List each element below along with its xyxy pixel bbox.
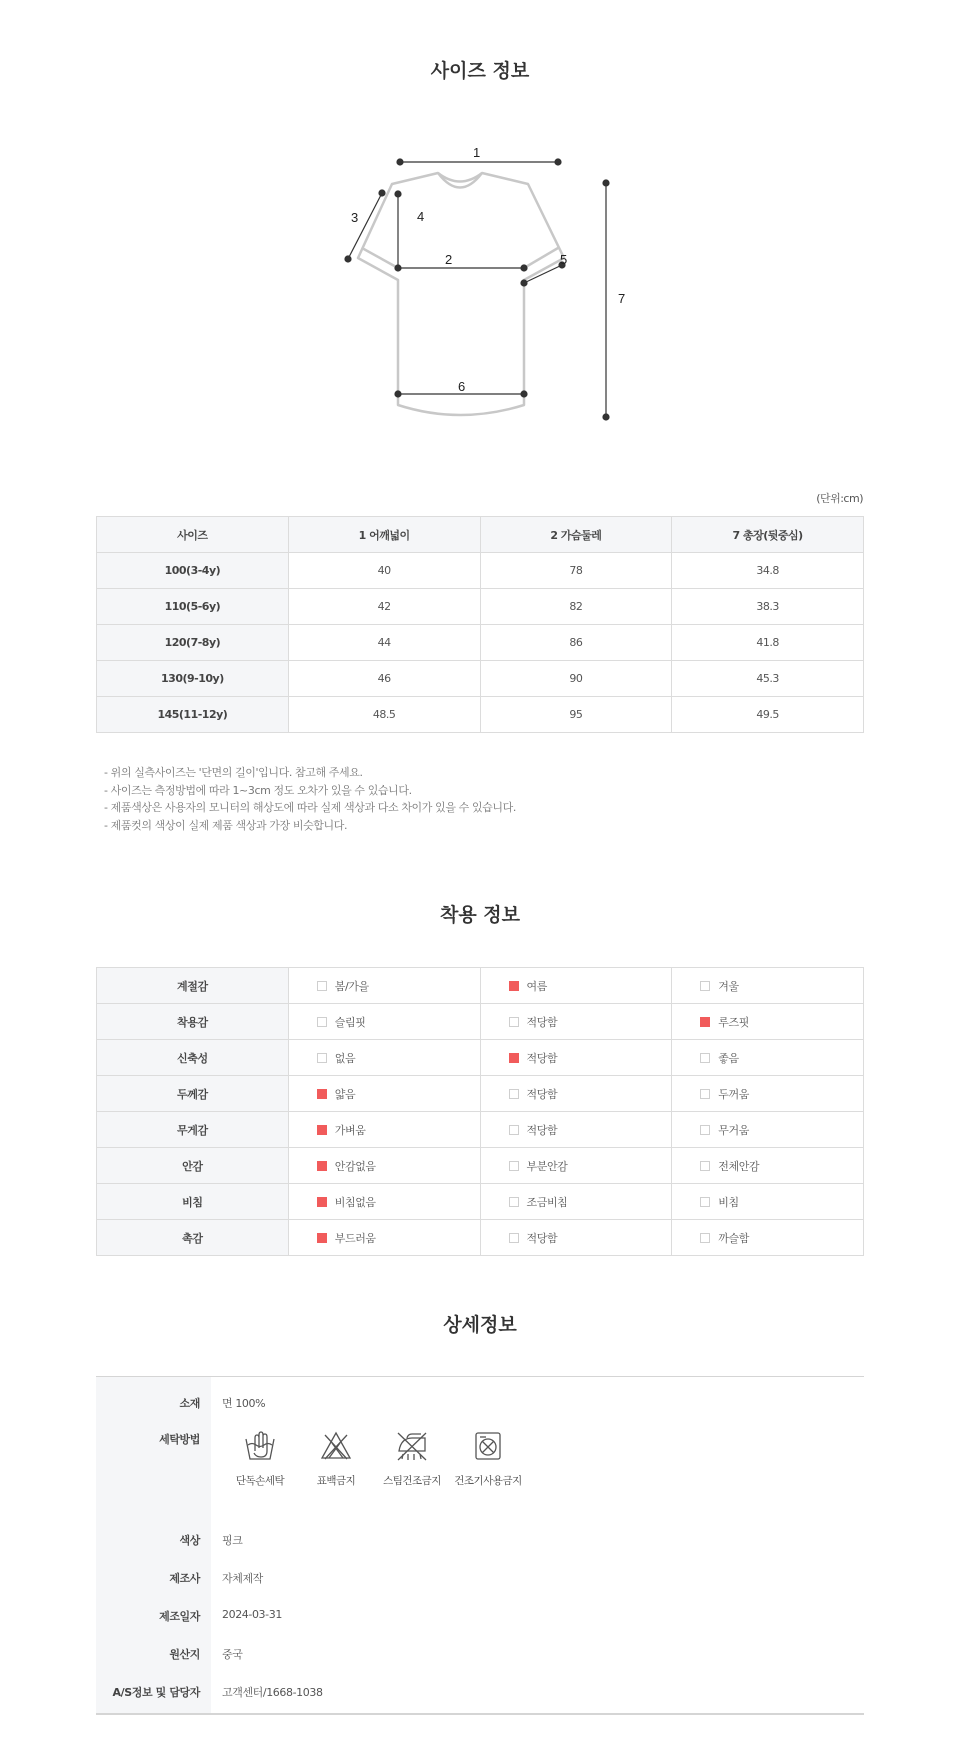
care-text: 건조기사용금지 — [454, 1475, 522, 1487]
diagram-label-7: 7 — [618, 291, 626, 306]
wear-row — [97, 1220, 864, 1256]
wear-row-label: 촉감 — [97, 1220, 289, 1256]
wear-option — [672, 968, 864, 1004]
wear-option — [672, 1184, 864, 1220]
note-item: - 사이즈는 측정방법에 따라 1~3cm 정도 오차가 있을 수 있습니다. — [104, 783, 412, 797]
size-table-header — [97, 517, 864, 553]
checked-box-icon — [700, 1017, 710, 1027]
checked-box-icon — [317, 1233, 327, 1243]
wear-option — [480, 1184, 672, 1220]
wear-option-label: 가벼움 — [334, 1123, 366, 1137]
header-shoulder: 1 어깨넓이 — [288, 517, 480, 553]
shoulder-cell: 42 — [288, 589, 480, 625]
length-cell: 38.3 — [672, 589, 864, 625]
length-cell: 49.5 — [672, 697, 864, 733]
wear-option-label: 적당함 — [526, 1051, 558, 1065]
wear-option — [672, 1076, 864, 1112]
wear-option-label: 봄/가을 — [334, 979, 369, 993]
chest-cell: 82 — [480, 589, 672, 625]
wear-option-label: 무거움 — [718, 1123, 749, 1137]
shoulder-cell: 46 — [288, 661, 480, 697]
wear-row — [97, 1184, 864, 1220]
wear-row — [97, 1148, 864, 1184]
wear-option-label: 적당함 — [526, 1015, 558, 1029]
wear-row-label: 신축성 — [97, 1040, 289, 1076]
unchecked-box-icon — [700, 981, 710, 991]
unchecked-box-icon — [509, 1017, 519, 1027]
wear-option — [672, 1004, 864, 1040]
unchecked-box-icon — [509, 1125, 519, 1135]
wear-option-label: 좋음 — [718, 1051, 739, 1065]
care-label: 세탁방법 — [159, 1433, 200, 1446]
wear-option-label: 비침없음 — [334, 1195, 376, 1209]
care-item — [220, 1429, 300, 1488]
table-row — [97, 589, 864, 625]
care-text: 표백금지 — [316, 1475, 356, 1487]
wear-row-label: 무게감 — [97, 1112, 289, 1148]
wear-option-label: 얇음 — [334, 1087, 356, 1101]
checked-box-icon — [509, 1053, 519, 1063]
wear-option-label: 부분안감 — [526, 1159, 568, 1173]
note-item: - 제품색상은 사용자의 모니터의 해상도에 따라 실제 색상과 다소 차이가 있을 수 있습니다. — [104, 801, 516, 814]
diagram-label-2: 2 — [445, 252, 453, 267]
table-row — [97, 553, 864, 589]
wear-option-label: 부드러움 — [334, 1231, 376, 1245]
wear-row-label: 비침 — [97, 1184, 289, 1220]
origin-value: 중국 — [222, 1648, 243, 1661]
chest-cell: 90 — [480, 661, 672, 697]
diagram-label-4: 4 — [417, 209, 425, 224]
wear-option — [480, 1040, 672, 1076]
size-cell: 145(11-12y) — [97, 697, 289, 733]
unchecked-box-icon — [700, 1089, 710, 1099]
wear-option — [480, 1112, 672, 1148]
wear-option — [288, 1220, 480, 1256]
diagram-label-5: 5 — [560, 252, 568, 267]
material-value: 면 100% — [222, 1397, 266, 1410]
wear-option — [288, 1004, 480, 1040]
wear-option-label: 안감없음 — [334, 1159, 376, 1173]
wear-option — [288, 1040, 480, 1076]
note-item: - 제품컷의 색상이 실제 제품 색상과 가장 비슷합니다. — [104, 818, 348, 832]
unchecked-box-icon — [317, 1017, 327, 1027]
detail-info-title: 상세정보 — [443, 1314, 517, 1336]
color-value: 핑크 — [222, 1534, 243, 1547]
wear-option-label: 겨울 — [718, 979, 739, 993]
care-item — [448, 1429, 528, 1488]
wear-row — [97, 968, 864, 1004]
unchecked-box-icon — [509, 1197, 519, 1207]
care-item — [372, 1429, 452, 1488]
date-value: 2024-03-31 — [222, 1608, 282, 1621]
table-row — [97, 661, 864, 697]
wear-option — [480, 1220, 672, 1256]
wear-option-label: 여름 — [526, 979, 547, 993]
care-text: 스팀건조금지 — [383, 1475, 441, 1487]
hand-wash-icon — [243, 1429, 277, 1463]
material-label: 소재 — [179, 1397, 200, 1410]
wear-row — [97, 1076, 864, 1112]
checked-box-icon — [317, 1089, 327, 1099]
care-item — [296, 1429, 376, 1488]
wear-option — [480, 1148, 672, 1184]
wear-option-label: 까슬함 — [718, 1231, 749, 1245]
wear-option — [672, 1040, 864, 1076]
shoulder-cell: 48.5 — [288, 697, 480, 733]
length-cell: 41.8 — [672, 625, 864, 661]
care-text: 단독손세탁 — [235, 1475, 285, 1487]
wear-option — [672, 1112, 864, 1148]
size-info-title: 사이즈 정보 — [430, 60, 530, 82]
wear-option — [672, 1148, 864, 1184]
wear-option-label: 적당함 — [526, 1231, 558, 1245]
checked-box-icon — [317, 1125, 327, 1135]
wear-option-label: 두꺼움 — [718, 1087, 749, 1101]
shoulder-cell: 40 — [288, 553, 480, 589]
unchecked-box-icon — [700, 1053, 710, 1063]
unchecked-box-icon — [509, 1233, 519, 1243]
table-row — [97, 697, 864, 733]
wear-row-label: 계절감 — [97, 968, 289, 1004]
maker-label: 제조사 — [169, 1572, 200, 1585]
note-item: - 위의 실측사이즈는 '단면의 길이'입니다. 참고해 주세요. — [104, 766, 363, 779]
wear-option-label: 없음 — [334, 1051, 356, 1065]
wear-option-label: 조금비침 — [526, 1195, 568, 1209]
size-cell: 130(9-10y) — [97, 661, 289, 697]
wear-option — [480, 968, 672, 1004]
header-chest: 2 가슴둘레 — [480, 517, 672, 553]
color-label: 색상 — [179, 1534, 200, 1547]
wear-option-label: 슬림핏 — [334, 1015, 366, 1029]
detail-info-table — [96, 1376, 864, 1715]
wear-option — [480, 1076, 672, 1112]
checked-box-icon — [317, 1197, 327, 1207]
chest-cell: 86 — [480, 625, 672, 661]
diagram-label-1: 1 — [473, 145, 481, 160]
size-cell: 110(5-6y) — [97, 589, 289, 625]
wear-option — [672, 1220, 864, 1256]
date-label: 제조일자 — [159, 1610, 200, 1623]
wear-row-label: 착용감 — [97, 1004, 289, 1040]
size-cell: 100(3-4y) — [97, 553, 289, 589]
wear-info-table — [96, 967, 864, 1256]
wear-option-label: 적당함 — [526, 1123, 558, 1137]
length-cell: 45.3 — [672, 661, 864, 697]
wear-option-label: 전체안감 — [718, 1159, 760, 1173]
unchecked-box-icon — [700, 1233, 710, 1243]
wear-option-label: 적당함 — [526, 1087, 558, 1101]
wear-option — [480, 1004, 672, 1040]
as-value: 고객센터/1668-1038 — [222, 1686, 323, 1699]
checked-box-icon — [509, 981, 519, 991]
no-tumble-dry-icon — [471, 1429, 505, 1463]
unchecked-box-icon — [509, 1089, 519, 1099]
wear-row — [97, 1040, 864, 1076]
wear-option-label: 루즈핏 — [718, 1015, 749, 1029]
unchecked-box-icon — [317, 1053, 327, 1063]
shoulder-cell: 44 — [288, 625, 480, 661]
size-cell: 120(7-8y) — [97, 625, 289, 661]
header-length: 7 총장(뒷중심) — [672, 517, 864, 553]
wear-option — [288, 968, 480, 1004]
wear-row-label: 안감 — [97, 1148, 289, 1184]
unchecked-box-icon — [509, 1161, 519, 1171]
wear-row — [97, 1112, 864, 1148]
wear-option — [288, 1148, 480, 1184]
diagram-label-3: 3 — [351, 210, 359, 225]
wear-option-label: 비침 — [718, 1195, 739, 1209]
unchecked-box-icon — [700, 1197, 710, 1207]
size-table — [96, 516, 864, 733]
header-size: 사이즈 — [97, 517, 289, 553]
unchecked-box-icon — [700, 1125, 710, 1135]
diagram-label-6: 6 — [458, 379, 466, 394]
checked-box-icon — [317, 1161, 327, 1171]
table-row — [97, 625, 864, 661]
chest-cell: 78 — [480, 553, 672, 589]
no-steam-iron-icon — [395, 1429, 429, 1463]
wear-option — [288, 1112, 480, 1148]
wear-row — [97, 1004, 864, 1040]
wear-option — [288, 1184, 480, 1220]
maker-value: 자체제작 — [222, 1572, 263, 1585]
unchecked-box-icon — [317, 981, 327, 991]
tshirt-size-diagram — [330, 140, 630, 430]
size-notes — [104, 764, 516, 834]
wear-row-label: 두께감 — [97, 1076, 289, 1112]
chest-cell: 95 — [480, 697, 672, 733]
wear-info-title: 착용 정보 — [439, 904, 521, 926]
as-label: A/S정보 및 담당자 — [112, 1686, 200, 1699]
unchecked-box-icon — [700, 1161, 710, 1171]
length-cell: 34.8 — [672, 553, 864, 589]
unit-label: (단위:cm) — [816, 492, 863, 505]
origin-label: 원산지 — [169, 1648, 200, 1661]
no-bleach-icon — [319, 1429, 353, 1463]
wear-option — [288, 1076, 480, 1112]
